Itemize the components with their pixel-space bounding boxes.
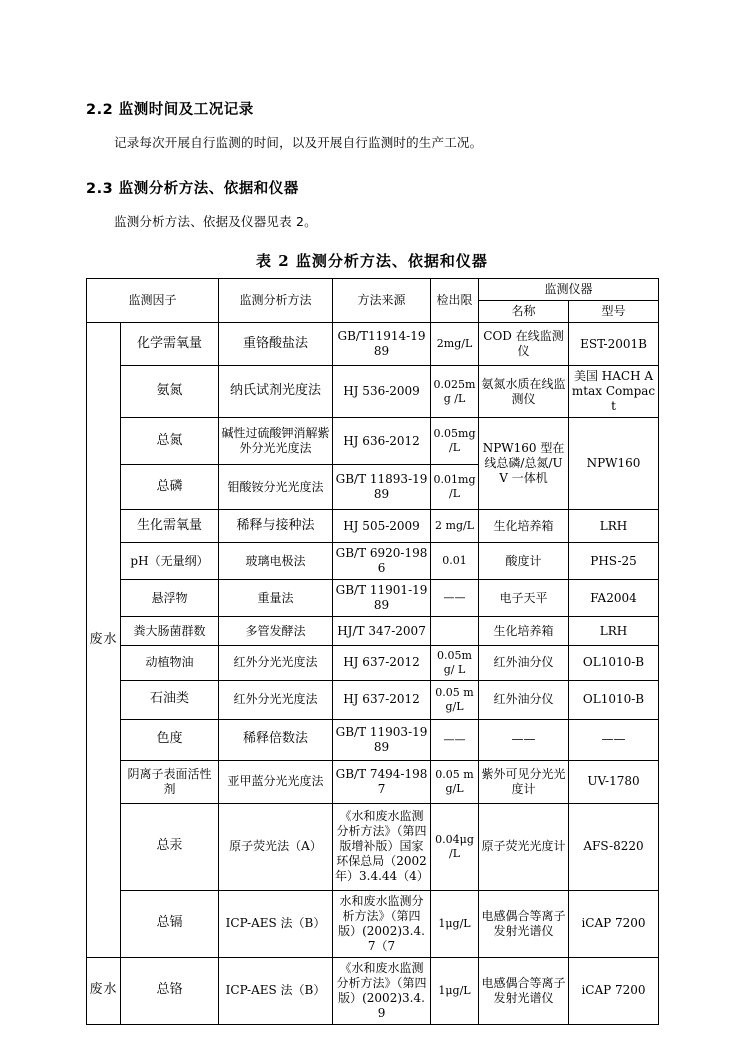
header-limit: 检出限: [431, 279, 479, 323]
cell-factor: 色度: [121, 719, 219, 760]
table-row: [87, 543, 659, 580]
cell-inst-model: LRH: [569, 510, 659, 543]
cell-factor: 总磷: [121, 465, 219, 510]
table-row: [87, 580, 659, 617]
cell-factor: 动植物油: [121, 646, 219, 681]
cell-method: 重量法: [219, 580, 333, 617]
cell-limit: ——: [431, 719, 479, 760]
cell-factor: 石油类: [121, 680, 219, 719]
cell-method: 多管发酵法: [219, 617, 333, 646]
cell-limit: 0.04μg /L: [431, 803, 479, 890]
cell-method: 红外分光光度法: [219, 680, 333, 719]
cell-factor: 生化需氧量: [121, 510, 219, 543]
cell-limit: 0.01mg /L: [431, 465, 479, 510]
table-row: [87, 617, 659, 646]
analysis-methods-table: [86, 278, 659, 1025]
table-row: [87, 760, 659, 803]
cell-inst-model: LRH: [569, 617, 659, 646]
cell-source: 《水和废水监测分析方法》（第四版增补版）国家环保总局（2002年）3.4.44（4）: [333, 803, 431, 890]
table-caption: 表 2 监测分析方法、依据和仪器: [256, 252, 488, 270]
cell-inst-model: FA2004: [569, 580, 659, 617]
cell-source: GB/T 11893-1989: [333, 465, 431, 510]
cell-source: 水和废水监测分析方法》（第四版）(2002)3.4.7（7: [333, 890, 431, 957]
section-paragraph-2-2: 记录每次开展自行监测的时间，以及开展自行监测时的生产工况。: [114, 135, 483, 150]
cell-inst-name: 电感偶合等离子发射光谱仪: [479, 957, 569, 1024]
cell-limit: 2mg/L: [431, 323, 479, 366]
cell-inst-name: 生化培养箱: [479, 510, 569, 543]
cell-inst-model: iCAP 7200: [569, 890, 659, 957]
cell-method: 原子荧光法（A）: [219, 803, 333, 890]
cell-factor: 总氮: [121, 418, 219, 465]
cell-limit: 0.05 mg/L: [431, 680, 479, 719]
cell-method: 重铬酸盐法: [219, 323, 333, 366]
cell-method: 钼酸铵分光光度法: [219, 465, 333, 510]
cell-inst-name: 氨氮水质在线监测仪: [479, 366, 569, 418]
category-wastewater-2: 废水: [87, 957, 121, 1024]
cell-limit: 1μg/L: [431, 890, 479, 957]
cell-limit: 0.05mg/ L: [431, 646, 479, 681]
cell-limit: 0.01: [431, 543, 479, 580]
cell-source: 《水和废水监测分析方法》（第四版）(2002)3.4.9: [333, 957, 431, 1024]
cell-inst-name: ——: [479, 719, 569, 760]
cell-source: HJ 505-2009: [333, 510, 431, 543]
cell-method: 纳氏试剂光度法: [219, 366, 333, 418]
cell-inst-model: AFS-8220: [569, 803, 659, 890]
cell-factor: 阴离子表面活性剂: [121, 760, 219, 803]
cell-method: 碱性过硫酸钾消解紫外分光光度法: [219, 418, 333, 465]
cell-limit: [431, 617, 479, 646]
cell-inst-name: 红外油分仪: [479, 680, 569, 719]
table-row: [87, 418, 659, 465]
table-row: [87, 646, 659, 681]
cell-inst-model: NPW160: [569, 418, 659, 510]
table-row: [87, 803, 659, 890]
cell-source: HJ 636-2012: [333, 418, 431, 465]
cell-factor: pH（无量纲）: [121, 543, 219, 580]
cell-method: 稀释倍数法: [219, 719, 333, 760]
cell-limit: 0.05mg /L: [431, 418, 479, 465]
cell-source: GB/T 11901-1989: [333, 580, 431, 617]
header-instrument-name: 名称: [479, 301, 569, 323]
table-row: [87, 890, 659, 957]
cell-inst-name: NPW160 型在线总磷/总氮/UV 一体机: [479, 418, 569, 510]
cell-factor: 总汞: [121, 803, 219, 890]
cell-method: 亚甲蓝分光光度法: [219, 760, 333, 803]
table-row: [87, 510, 659, 543]
cell-source: GB/T11914-1989: [333, 323, 431, 366]
cell-source: GB/T 7494-1987: [333, 760, 431, 803]
cell-limit: ——: [431, 580, 479, 617]
header-method: 监测分析方法: [219, 279, 333, 323]
cell-source: HJ/T 347-2007: [333, 617, 431, 646]
header-instrument-group: 监测仪器: [479, 279, 659, 301]
section-heading-2-2: 2.2 监测时间及工况记录: [86, 102, 254, 118]
cell-limit: 0.05 mg/L: [431, 760, 479, 803]
page-content: [86, 98, 658, 1025]
cell-factor: 总镉: [121, 890, 219, 957]
cell-factor: 悬浮物: [121, 580, 219, 617]
cell-factor: 总铬: [121, 957, 219, 1024]
cell-inst-name: 原子荧光光度计: [479, 803, 569, 890]
cell-inst-name: COD 在线监测仪: [479, 323, 569, 366]
cell-source: HJ 536-2009: [333, 366, 431, 418]
header-source: 方法来源: [333, 279, 431, 323]
table-row: [87, 323, 659, 366]
cell-factor: 粪大肠菌群数: [121, 617, 219, 646]
cell-method: 玻璃电极法: [219, 543, 333, 580]
cell-inst-name: 电子天平: [479, 580, 569, 617]
cell-inst-model: UV-1780: [569, 760, 659, 803]
cell-factor: 氨氮: [121, 366, 219, 418]
table-header-row-1: [87, 279, 659, 301]
section-paragraph-2-3: 监测分析方法、依据及仪器见表 2。: [114, 214, 317, 229]
cell-inst-model: ——: [569, 719, 659, 760]
category-wastewater-1: 废水: [87, 323, 121, 958]
cell-source: GB/T 11903-1989: [333, 719, 431, 760]
table-row: [87, 957, 659, 1024]
cell-limit: 2 mg/L: [431, 510, 479, 543]
cell-source: GB/T 6920-1986: [333, 543, 431, 580]
cell-inst-model: iCAP 7200: [569, 957, 659, 1024]
cell-inst-name: 生化培养箱: [479, 617, 569, 646]
cell-inst-model: EST-2001B: [569, 323, 659, 366]
table-row: [87, 719, 659, 760]
cell-factor: 化学需氧量: [121, 323, 219, 366]
cell-limit: 0.025mg /L: [431, 366, 479, 418]
cell-inst-model: OL1010-B: [569, 680, 659, 719]
cell-inst-name: 酸度计: [479, 543, 569, 580]
cell-method: 红外分光光度法: [219, 646, 333, 681]
section-heading-2-3: 2.3 监测分析方法、依据和仪器: [86, 181, 299, 197]
header-instrument-model: 型号: [569, 301, 659, 323]
cell-inst-model: OL1010-B: [569, 646, 659, 681]
header-factor: 监测因子: [87, 279, 219, 323]
table-row: [87, 366, 659, 418]
cell-method: ICP-AES 法（B）: [219, 890, 333, 957]
cell-inst-name: 电感偶合等离子发射光谱仪: [479, 890, 569, 957]
cell-inst-model: PHS-25: [569, 543, 659, 580]
cell-limit: 1μg/L: [431, 957, 479, 1024]
cell-source: HJ 637-2012: [333, 680, 431, 719]
table-row: [87, 680, 659, 719]
cell-source: HJ 637-2012: [333, 646, 431, 681]
cell-method: 稀释与接种法: [219, 510, 333, 543]
cell-inst-name: 紫外可见分光光度计: [479, 760, 569, 803]
cell-inst-name: 红外油分仪: [479, 646, 569, 681]
cell-method: ICP-AES 法（B）: [219, 957, 333, 1024]
cell-inst-model: 美国 HACH Amtax Compact: [569, 366, 659, 418]
